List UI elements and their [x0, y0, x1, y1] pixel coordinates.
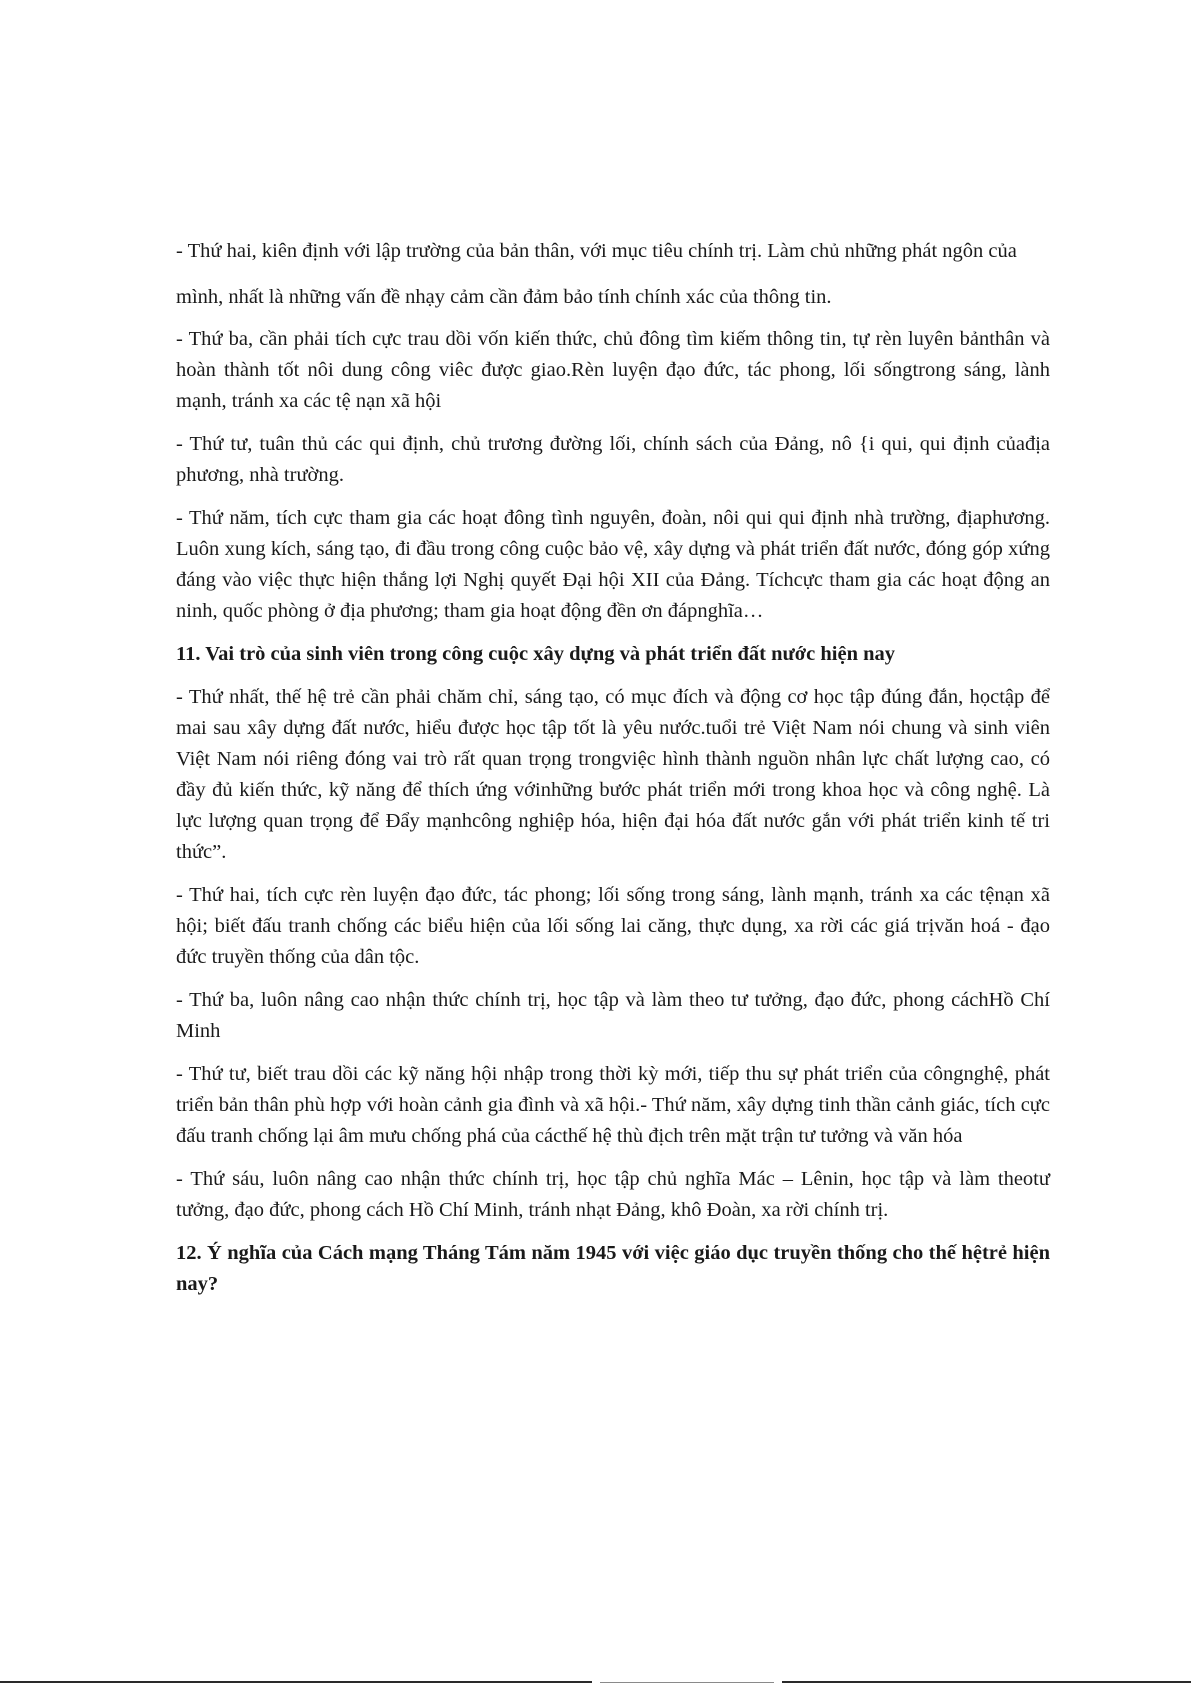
paragraph-thu-hai-b: - Thứ hai, tích cực rèn luyện đạo đức, tác phong; lối sống trong sáng, lành mạnh, tránh xa các tệnạn xã hội; biết đấu tranh chống các biểu hiện của lối sống lai căng, thực dụng, xa rời các giá trịvăn hoá - đạo đức truyền thống của dân tộc.: [176, 884, 1050, 968]
footer-divider-inner: [600, 1682, 774, 1683]
paragraph-thu-nhat-b: - Thứ nhất, thế hệ trẻ cần phải chăm chỉ, sáng tạo, có mục đích và động cơ học tập đúng đắn, họctập để mai sau xây dựng đất nước, hiểu được học tập tốt là yêu nước.tuổi trẻ Việt Nam nói chung và sinh viên Việt Nam nói riêng đóng vai trò rất quan trọng trongviệc hình thành nguồn nhân lực chất lượng cao, có đầy đủ kiến thức, kỹ năng để thích ứng vớinhững bước phát triển mới trong khoa học và công nghệ. Là lực lượng quan trọng để Đẩy mạnhcông nghiệp hóa, hiện đại hóa đất nước gắn với phát triển kinh tế tri thức”.: [176, 686, 1050, 863]
section-heading-12: 12. Ý nghĩa của Cách mạng Tháng Tám năm 1945 với việc giáo dục truyền thống cho thế hệtrẻ hiện nay?: [176, 1242, 1050, 1295]
paragraph-thu-nam-a: - Thứ năm, tích cực tham gia các hoạt đông tình nguyên, đoàn, nôi qui qui định nhà trường, địaphương. Luôn xung kích, sáng tạo, đi đầu trong công cuộc bảo vệ, xây dựng và phát triển đất nước, đóng góp xứng đáng vào việc thực hiện thắng lợi Nghị quyết Đại hội XII của Đảng. Tíchcực tham gia các hoạt động an ninh, quốc phòng ở địa phương; tham gia hoạt động đền ơn đápnghĩa…: [176, 507, 1050, 622]
paragraph-thu-ba-b: - Thứ ba, luôn nâng cao nhận thức chính trị, học tập và làm theo tư tưởng, đạo đức, phong cáchHồ Chí Minh: [176, 989, 1050, 1042]
section-heading-11: 11. Vai trò của sinh viên trong công cuộc xây dựng và phát triển đất nước hiện nay: [176, 643, 896, 665]
paragraph-thu-ba-a: - Thứ ba, cần phải tích cực trau dồi vốn kiến thức, chủ đông tìm kiếm thông tin, tự rèn luyên bảnthân và hoàn thành tốt nôi dung công viêc được giao.Rèn luyện đạo đức, tác phong, lối sốngtrong sáng, lành mạnh, tránh xa các tệ nạn xã hội: [176, 328, 1050, 412]
paragraph-thu-hai-a: - Thứ hai, kiên định với lập trường của bản thân, với mục tiêu chính trị. Làm chủ những phát ngôn của mình, nhất là những vấn đề nhạy cảm cần đảm bảo tính chính xác của thông tin.: [176, 240, 1017, 308]
paragraph-thu-tu-a: - Thứ tư, tuân thủ các qui định, chủ trương đường lối, chính sách của Đảng, nô {i qui, qui định củađịa phương, nhà trường.: [176, 433, 1050, 486]
paragraph-thu-sau-b: - Thứ sáu, luôn nâng cao nhận thức chính trị, học tập chủ nghĩa Mác – Lênin, học tập và làm theotư tưởng, đạo đức, phong cách Hồ Chí Minh, tránh nhạt Đảng, khô Đoàn, xa rời chính trị.: [176, 1168, 1050, 1221]
paragraph-thu-tu-b: - Thứ tư, biết trau dồi các kỹ năng hội nhập trong thời kỳ mới, tiếp thu sự phát triển của côngnghệ, phát triển bản thân phù hợp với hoàn cảnh gia đình và xã hội.- Thứ năm, xây dựng tinh thần cảnh giác, tích cực đấu tranh chống lại âm mưu chống phá của cácthế hệ thù địch trên mặt trận tư tưởng và văn hóa: [176, 1063, 1050, 1147]
document-body: [176, 228, 1050, 1312]
